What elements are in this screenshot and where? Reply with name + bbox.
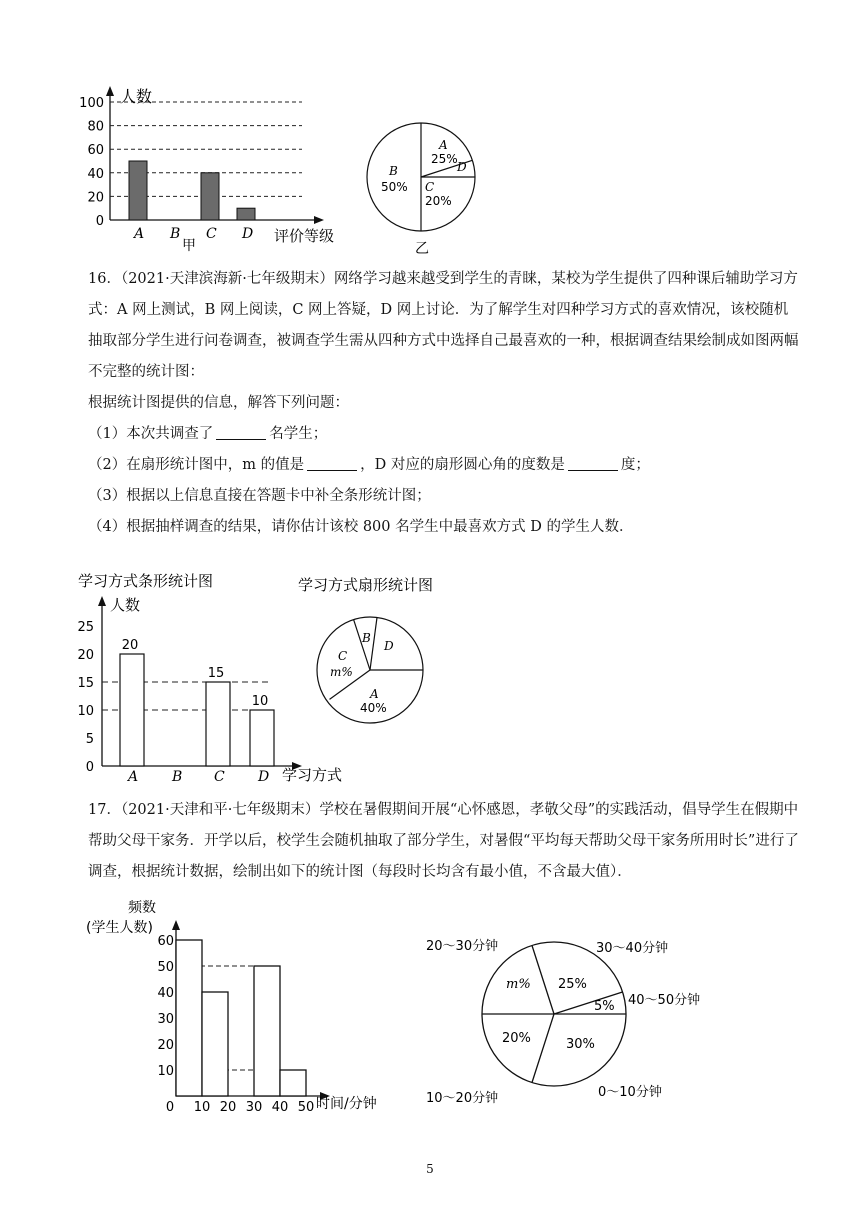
x-tick-label: C xyxy=(214,769,225,785)
pie-label-d: D xyxy=(457,160,467,174)
answer-blank[interactable] xyxy=(568,456,618,471)
pie-pct-a: 25% xyxy=(431,152,458,166)
bar-value-label: 15 xyxy=(207,666,225,681)
y-tick-label: 10 xyxy=(157,1064,174,1079)
x-tick-label: A xyxy=(134,226,145,242)
q16-part-2-tail: 度； xyxy=(620,457,650,473)
q16-part-2-mid: ，D 对应的扇形圆心角的度数是 xyxy=(360,457,565,473)
y-tick-label: 20 xyxy=(87,190,104,206)
question-17 xyxy=(88,795,800,888)
bar-chart-study xyxy=(77,596,342,785)
bar-C xyxy=(206,682,230,766)
bar-value-label: 20 xyxy=(121,638,139,653)
pie-pct-c: m% xyxy=(330,665,353,679)
pie-chart-title: 学习方式扇形统计图 xyxy=(298,576,434,594)
y-tick-label: 0 xyxy=(95,214,104,229)
y-tick-label: 25 xyxy=(77,620,94,635)
y-tick-label: 100 xyxy=(79,96,104,111)
figure-1-svg xyxy=(79,84,530,257)
q16-instruction: 根据统计图提供的信息，解答下列问题： xyxy=(88,395,349,411)
q16-part-3: （3）根据以上信息直接在答题卡中补全条形统计图； xyxy=(88,488,431,504)
x-axis-label: 学习方式 xyxy=(282,766,343,784)
bar-D xyxy=(250,710,274,766)
caption-jia: 甲 xyxy=(182,238,196,254)
x-tick-label: B xyxy=(170,226,181,242)
y-tick-label: 50 xyxy=(157,960,174,975)
question-16 xyxy=(88,264,800,543)
pie-pct-20-30: m% xyxy=(506,977,531,992)
pie-label-c: C xyxy=(338,649,348,663)
x-tick-label: D xyxy=(258,769,270,785)
pie-pct-a: 40% xyxy=(360,701,387,715)
pie-pct-10-20: 20% xyxy=(502,1031,531,1046)
x-tick-label: B xyxy=(172,769,183,785)
x-axis-label: 时间/分钟 xyxy=(316,1096,377,1112)
pie-pct-40-50: 5% xyxy=(594,999,615,1014)
q17-stem: 17．（2021·天津和平·七年级期末）学校在暑假期间开展“心怀感恩，孝敬父母”的实践活动，倡导学生在假期中帮助父母干家务．开学以后，校学生会随机抽取了部分学生，对暑假“平均每天帮助父母干家务所用时长”进行了调查，根据统计数据，绘制出如下的统计图（每段时长均含有最小值，不含最大值）． xyxy=(88,802,799,880)
bar-value-label: 10 xyxy=(251,694,269,709)
y-tick-label: 20 xyxy=(77,648,94,663)
pie-chart-yi xyxy=(367,123,475,257)
figure-2 xyxy=(70,566,490,788)
y-tick-label: 0 xyxy=(85,760,94,775)
pie-label-0-10: 0～10分钟 xyxy=(598,1085,662,1100)
y-axis-label: 人数 xyxy=(120,87,153,106)
pie-label-b: B xyxy=(362,631,371,645)
y-tick-label: 15 xyxy=(77,676,94,691)
figure-1 xyxy=(79,84,530,257)
y-tick-label: 20 xyxy=(157,1038,174,1053)
y-tick-label: 5 xyxy=(85,732,94,747)
pie-label-a: A xyxy=(370,687,379,701)
q16-part-1 xyxy=(88,419,800,450)
pie-label-c: C xyxy=(425,180,435,194)
pie-chart-study xyxy=(317,617,423,723)
y-tick-label: 40 xyxy=(87,166,104,182)
pie-label-10-20: 10～20分钟 xyxy=(426,1091,499,1106)
histogram-bar xyxy=(254,966,280,1096)
caption-yi: 乙 xyxy=(415,241,429,257)
figure-2-svg xyxy=(70,566,490,788)
x-tick-label: A xyxy=(128,769,139,785)
y-tick-label: 60 xyxy=(87,143,104,159)
x-tick-label: 40 xyxy=(271,1100,289,1115)
y-tick-label: 40 xyxy=(157,986,174,1001)
x-tick-label: C xyxy=(206,226,217,242)
pie-pct-c: 20% xyxy=(425,194,452,208)
y-tick-label: 60 xyxy=(157,934,174,949)
y-axis-label: 人数 xyxy=(110,596,141,614)
y-tick-label: 10 xyxy=(77,704,94,719)
x-tick-label: 10 xyxy=(193,1100,211,1115)
y-axis-label-2: (学生人数) xyxy=(86,920,153,936)
pie-label-a: A xyxy=(439,138,448,152)
figure-3-svg xyxy=(78,896,718,1114)
bar-chart-jia xyxy=(79,86,334,254)
bar-chart-title: 学习方式条形统计图 xyxy=(78,572,214,590)
q16-part-1-text: （1）本次共调查了 xyxy=(88,426,214,442)
histogram-bar xyxy=(280,1070,306,1096)
x-tick-label: 0 xyxy=(165,1100,175,1115)
pie-label-30-40: 30～40分钟 xyxy=(596,941,669,956)
pie-label-d: D xyxy=(384,639,394,653)
pie-label-20-30: 20～30分钟 xyxy=(426,939,499,954)
x-tick-label: D xyxy=(242,226,254,242)
y-tick-label: 30 xyxy=(157,1012,174,1027)
pie-pct-b: 50% xyxy=(381,180,408,194)
pie-label-b: B xyxy=(389,164,398,178)
figure-3 xyxy=(78,896,718,1114)
answer-blank[interactable] xyxy=(216,425,266,440)
q16-part-2-text: （2）在扇形统计图中，m 的值是 xyxy=(88,457,305,473)
x-tick-label: 50 xyxy=(297,1100,315,1115)
q16-stem: 16．（2021·天津滨海新·七年级期末）网络学习越来越受到学生的青睐，某校为学生提供了四种课后辅助学习方式：A 网上测试，B 网上阅读，C 网上答疑，D 网上讨论．为了解学生对四种学习方式的喜欢情况，该校随机抽取部分学生进行问卷调查，被调查学生需从四种方式中选择自己最喜欢的一种，根据调查结果绘制成如图两幅不完整的统计图： xyxy=(88,271,799,380)
histogram xyxy=(86,899,377,1115)
pie-pct-30-40: 25% xyxy=(558,977,587,992)
bar-A xyxy=(120,654,144,766)
bar-A xyxy=(129,161,147,220)
q16-part-1-tail: 名学生； xyxy=(269,426,328,442)
y-axis-label-1: 频数 xyxy=(128,900,156,916)
pie-pct-0-10: 30% xyxy=(566,1037,595,1052)
y-tick-label: 80 xyxy=(87,119,104,135)
q16-part-2 xyxy=(88,450,800,481)
x-axis-label: 评价等级 xyxy=(274,227,335,245)
pie-chart-chores xyxy=(426,939,700,1106)
pie-label-40-50: 40～50分钟 xyxy=(628,993,701,1008)
bar-D xyxy=(237,208,255,220)
x-tick-label: 30 xyxy=(245,1100,263,1115)
page-number: 5 xyxy=(426,1162,434,1176)
q16-part-4: （4）根据抽样调查的结果，请你估计该校 800 名学生中最喜欢方式 D 的学生人数． xyxy=(88,519,634,535)
x-tick-label: 20 xyxy=(219,1100,237,1115)
histogram-bar xyxy=(176,940,202,1096)
histogram-bar xyxy=(202,992,228,1096)
bar-C xyxy=(201,173,219,220)
answer-blank[interactable] xyxy=(307,456,357,471)
